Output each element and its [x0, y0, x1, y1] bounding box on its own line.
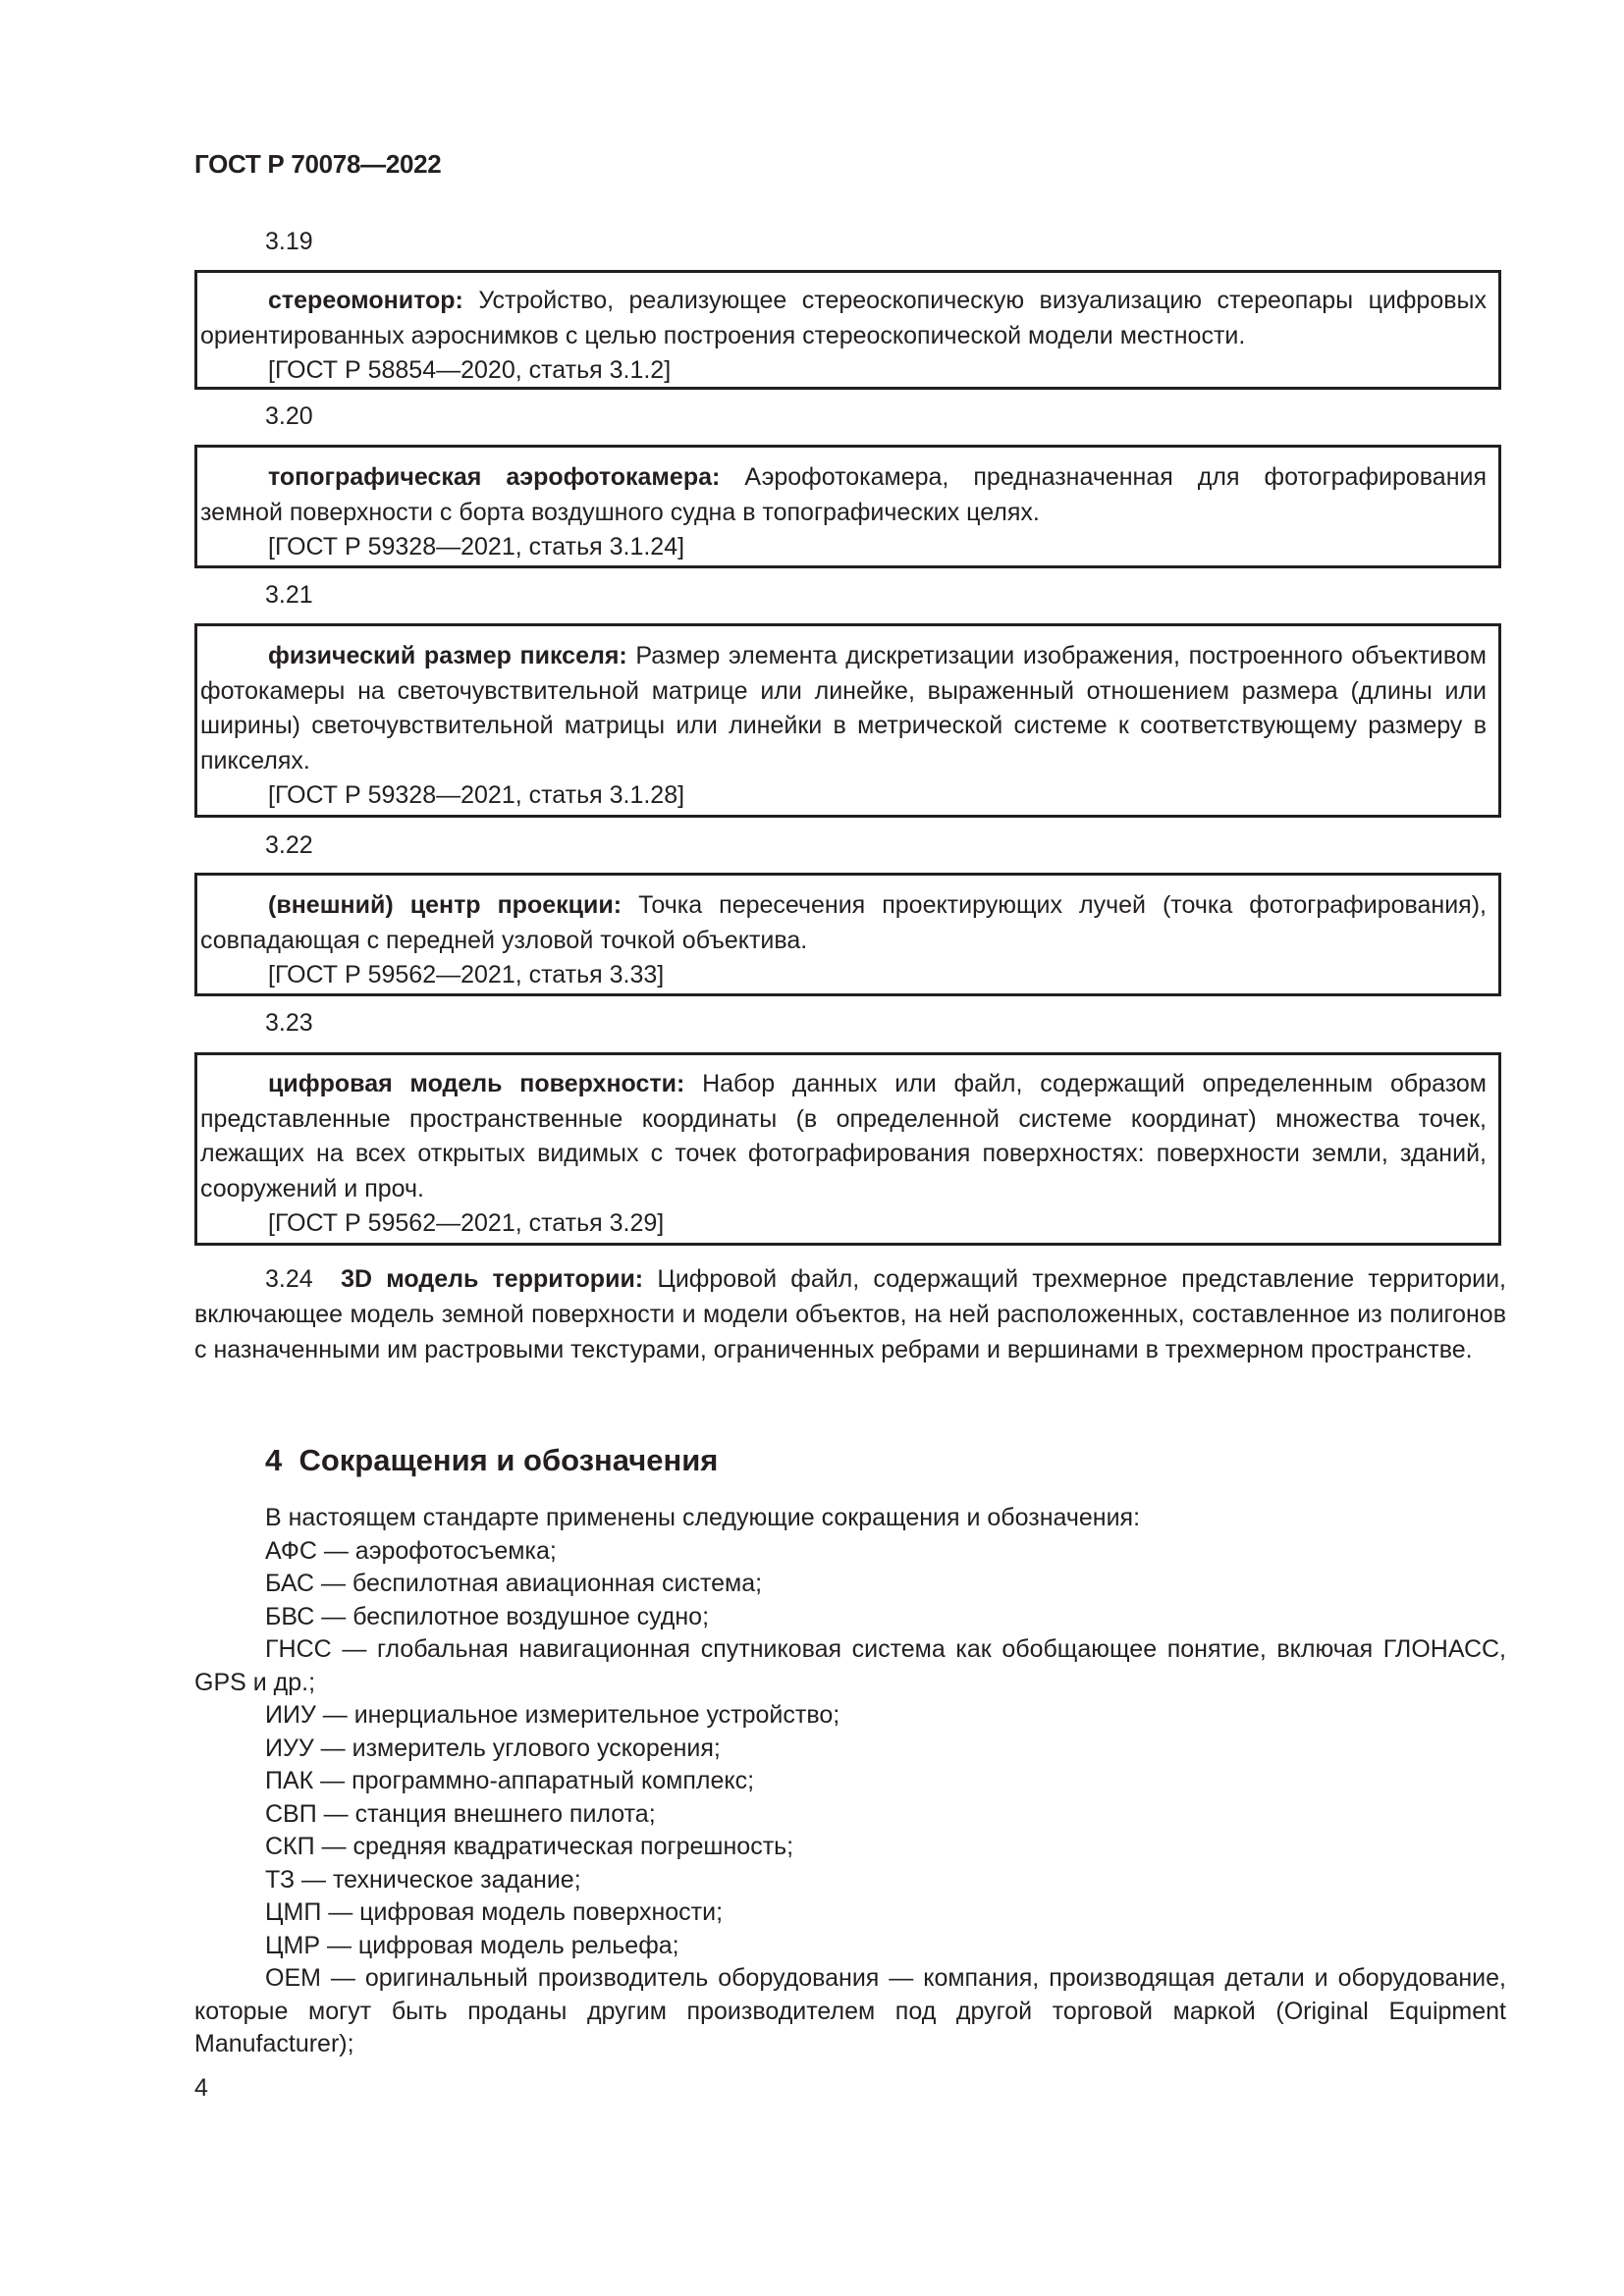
term-paragraph: [194, 1261, 1506, 1367]
list-item: БВС — беспилотное воздушное судно;: [265, 1602, 710, 1630]
list-item: ТЗ — техническое задание;: [265, 1865, 581, 1894]
definition-text: Устройство, реализующее стереоскопическую визуализацию стереопары цифровых ориентированных аэроснимков с целью построения стереоскопической модели местности.: [200, 287, 1487, 349]
list-item: OEM — оригинальный производитель оборудования — компания, производящая детали и оборудование, которые могут быть проданы другим производителем под другой торговой маркой (Original Equipment Manufacturer);: [194, 1964, 1506, 2057]
term-definition: [197, 1067, 1487, 1206]
term-box-3-22: [194, 873, 1501, 996]
term-number: 3.24: [265, 1265, 313, 1293]
term-name: 3D модель территории:: [341, 1265, 644, 1293]
list-item: ИУУ — измеритель углового ускорения;: [265, 1734, 721, 1762]
term-box-3-21: [194, 623, 1501, 818]
page-number: 4: [194, 2074, 208, 2102]
term-name: цифровая модель поверхности:: [268, 1070, 685, 1097]
term-number: 3.23: [265, 1009, 313, 1037]
term-definition: [197, 460, 1487, 530]
term-definition: [197, 639, 1487, 778]
term-name: физический размер пикселя:: [268, 642, 627, 669]
term-box-3-20: [194, 445, 1501, 568]
term-number: 3.19: [265, 228, 313, 255]
definition-text: Набор данных или файл, содержащий определенным образом представленные пространственные координаты (в определенной системе координат) множества точек, лежащих на всех открытых видимых с точек фотографирования поверхностях: поверхности земли, зданий, сооружений и проч.: [200, 1070, 1487, 1202]
term-name: стереомонитор:: [268, 287, 463, 314]
definition-text: Размер элемента дискретизации изображения, построенного объективом фотокамеры на светочувствительной матрице или линейке, выраженный отношением размера (длины или ширины) светочувствительной матрицы или линейки в метрической системе к соответствующему размеру в пикселях.: [200, 642, 1487, 774]
term-definition: [197, 284, 1487, 353]
term-name: топографическая аэрофотокамера:: [268, 463, 721, 491]
section-intro: В настоящем стандарте применены следующие сокращения и обозначения:: [265, 1504, 1141, 1531]
term-box-3-19: [194, 270, 1501, 390]
term-source: [ГОСТ Р 59562—2021, статья 3.29]: [268, 1209, 665, 1237]
term-number: 3.20: [265, 402, 313, 430]
list-item: ЦМП — цифровая модель поверхности;: [265, 1898, 724, 1926]
term-source: [ГОСТ Р 58854—2020, статья 3.1.2]: [268, 356, 672, 384]
list-item: СКП — средняя квадратическая погрешность;: [265, 1833, 794, 1860]
definition-text: Цифровой файл, содержащий трехмерное представление территории, включающее модель земной поверхности и модели объектов, на ней расположенных, составленное из полигонов с назначенными им растровыми текстурами, ограниченных ребрами и вершинами в трехмерном пространстве.: [194, 1265, 1506, 1363]
abbreviation-list: [194, 1502, 1506, 2061]
list-item: АФС — аэрофотосъемка;: [265, 1536, 557, 1565]
term-definition: [197, 888, 1487, 958]
section-title: 4 Сокращения и обозначения: [265, 1443, 719, 1477]
list-item: СВП — станция внешнего пилота;: [265, 1799, 656, 1828]
term-box-3-23: [194, 1052, 1501, 1246]
definition-text: Точка пересечения проектирующих лучей (точка фотографирования), совпадающая с передней узловой точкой объектива.: [200, 891, 1487, 954]
term-source: [ГОСТ Р 59562—2021, статья 3.33]: [268, 961, 665, 988]
list-item: ИИУ — инерциальное измерительное устройство;: [265, 1701, 840, 1729]
term-name: (внешний) центр проекции:: [268, 891, 623, 919]
term-3-24: [194, 1261, 1506, 1367]
term-number: 3.22: [265, 831, 313, 859]
term-source: [ГОСТ Р 59328—2021, статья 3.1.24]: [268, 533, 685, 561]
list-item: БАС — беспилотная авиационная система;: [265, 1570, 763, 1597]
definition-text: Аэрофотокамера, предназначенная для фотографирования земной поверхности с борта воздушного судна в топографических целях.: [200, 463, 1488, 526]
list-item: ГНСС — глобальная навигационная спутниковая система как обобщающее понятие, включая ГЛОНАСС, GPS и др.;: [194, 1635, 1506, 1696]
term-number: 3.21: [265, 581, 313, 609]
term-source: [ГОСТ Р 59328—2021, статья 3.1.28]: [268, 781, 685, 809]
list-item: ЦМР — цифровая модель рельефа;: [265, 1931, 679, 1959]
document-header: ГОСТ Р 70078—2022: [194, 149, 442, 179]
list-item: ПАК — программно-аппаратный комплекс;: [265, 1767, 755, 1794]
